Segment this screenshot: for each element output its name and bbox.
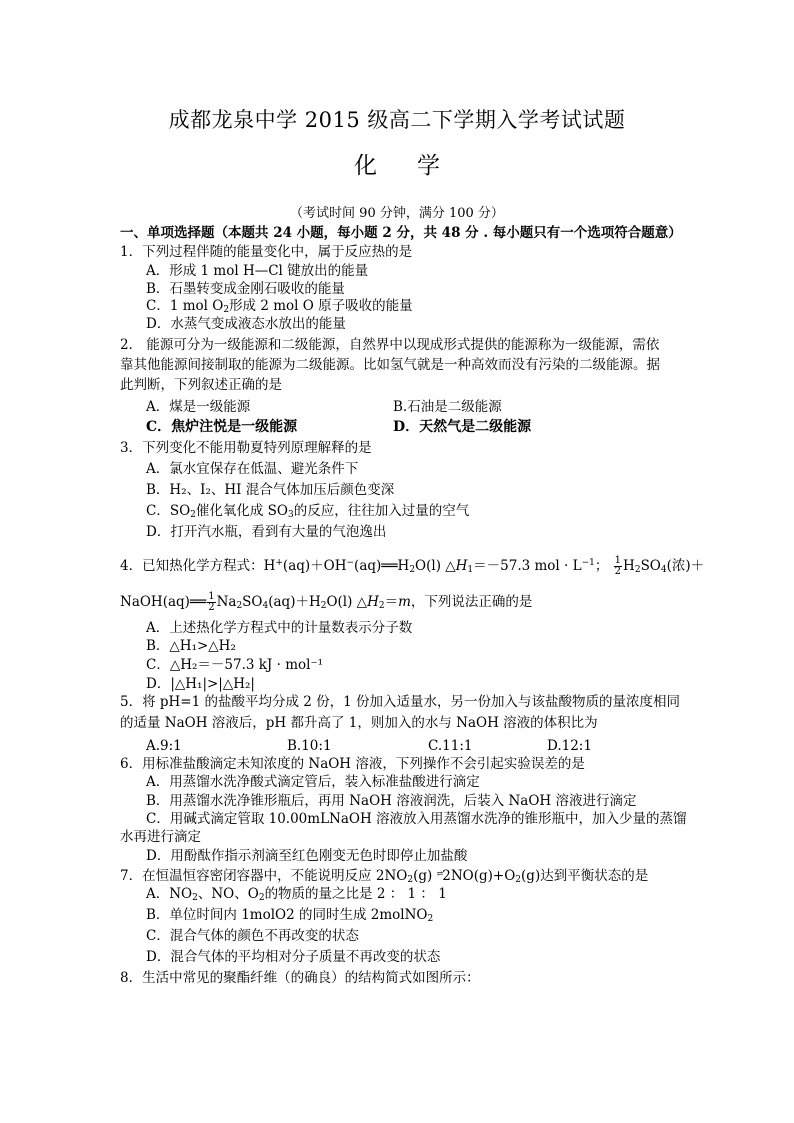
question-6-option-d: D．用酚酞作指示剂滴至红色刚变无色时即停止加盐酸 (146, 848, 468, 864)
fraction-one-half: $\frac{1}{2}$ (614, 555, 622, 577)
question-3-option-b: B．H₂、I₂、HI 混合气体加压后颜色变深 (146, 482, 395, 498)
question-5-line-2: 的适量 NaOH 溶液后，pH 都升高了 1，则加入的水与 NaOH 溶液的体积比为 (120, 715, 598, 731)
question-2-line-2: 靠其他能源间接制取的能源为二级能源。比如氢气就是一种高效而没有污染的二级能源。据 (120, 357, 660, 373)
question-7-option-d: D．混合气体的平均相对分子质量不再改变的状态 (146, 949, 441, 965)
question-5-option-a: A.9:1 (146, 738, 182, 754)
equilibrium-arrow-icon: ⇌ (436, 869, 443, 878)
question-7-option-a: A．NO2、NO、O2的物质的量之比是 2 ： 1 ： 1 (146, 886, 447, 903)
question-4-option-a: A．上述热化学方程式中的计量数表示分子数 (146, 620, 413, 636)
question-5-line-1: 5．将 pH=1 的盐酸平均分成 2 份，1 份加入适量水，另一份加入与该盐酸物质的量浓度相同 (120, 694, 681, 710)
question-4-option-c: C．△H₂＝－57.3 kJ · mol⁻¹ (146, 657, 323, 673)
question-4-option-d: D．|△H₁|>|△H₂| (146, 676, 255, 692)
question-1-stem: 1．下列过程伴随的能量变化中，属于反应热的是 (120, 244, 413, 260)
exam-title: 成都龙泉中学 2015 级高二下学期入学考试试题 (168, 108, 626, 132)
question-3-stem: 3．下列变化不能用勒夏特列原理解释的是 (120, 440, 372, 456)
question-7-stem: 7．在恒温恒容密闭容器中，不能说明反应 2NO2(g) ⇌2NO(g)+O2(g)达到平衡状态的是 (120, 865, 648, 889)
question-6-stem: 6．用标准盐酸滴定未知浓度的 NaOH 溶液，下列操作不会引起实验误差的是 (120, 756, 585, 772)
question-6-option-b: B．用蒸馏水洗净锥形瓶后，再用 NaOH 溶液润洗，后装入 NaOH 溶液进行滴定 (146, 793, 637, 809)
question-7-option-c: C．混合气体的颜色不再改变的状态 (146, 928, 359, 944)
question-1-option-b: B．石墨转变成金刚石吸收的能量 (146, 281, 345, 297)
question-4-line-1: 4．已知热化学方程式：H+(aq)＋OH−(aq)══H2O(l) △H1＝－57.3 mol · $L^{-1}$； $\frac{1}{2}$ H2SO4(浓)＋ (120, 555, 705, 577)
question-2-line-1: 2． 能源可分为一级能源和二级能源，自然界中以现成形式提供的能源称为一级能源，需依 (120, 337, 660, 353)
question-1-option-c: C．1 mol O2形成 2 mol O 原子吸收的能量 (146, 298, 413, 315)
question-5-option-d: D.12:1 (547, 738, 592, 754)
question-2-option-d: D．天然气是二级能源 (393, 419, 532, 435)
section-heading: 一、单项选择题（本题共 24 小题，每小题 2 分，共 48 分 . 每小题只有一个选项符合题意） (120, 225, 682, 241)
question-2-option-c: C．焦炉注悦是一级能源 (146, 419, 298, 435)
question-3-option-c: C．SO2催化氧化成 SO3的反应，往往加入过量的空气 (146, 503, 470, 520)
question-6-option-c-line-1: C．用碱式滴定管取 10.00mLNaOH 溶液放入用蒸馏水洗净的锥形瓶中，加入少量的蒸馏 (146, 811, 687, 827)
question-2-line-3: 此判断，下列叙述正确的是 (120, 377, 282, 393)
question-6-option-c-line-2: 水再进行滴定 (120, 829, 201, 845)
question-4-option-b: B．△H₁>△H₂ (146, 638, 236, 654)
question-2-option-a: A．煤是一级能源 (146, 399, 251, 415)
question-3-option-d: D．打开汽水瓶，看到有大量的气泡逸出 (146, 524, 387, 540)
question-3-option-a: A．氯水宜保存在低温、避光条件下 (146, 461, 359, 477)
question-8-stem: 8．生活中常见的聚酯纤维（的确良）的结构简式如图所示： (120, 970, 480, 986)
question-2-option-b: B.石油是二级能源 (393, 399, 502, 415)
question-5-option-b: B.10:1 (287, 738, 332, 754)
question-4-line-2: NaOH(aq)══ $\frac{1}{2}$ Na2SO4(aq)＋H2O(l) △H2＝m，下列说法正确的是 (120, 591, 533, 613)
exam-info: （考试时间 90 分钟，满分 100 分） (290, 206, 504, 221)
fraction-one-half: $\frac{1}{2}$ (208, 591, 215, 613)
subject-title: 化学 (354, 153, 480, 179)
question-1-option-d: D．水蒸气变成液态水放出的能量 (146, 316, 346, 332)
question-1-option-a: A．形成 1 mol H—Cl 键放出的能量 (146, 263, 369, 279)
question-6-option-a: A．用蒸馏水洗净酸式滴定管后，装入标准盐酸进行滴定 (146, 774, 480, 790)
question-5-option-c: C.11:1 (428, 738, 473, 754)
question-7-option-b: B．单位时间内 1molO2 的同时生成 2molNO2 (146, 907, 434, 924)
